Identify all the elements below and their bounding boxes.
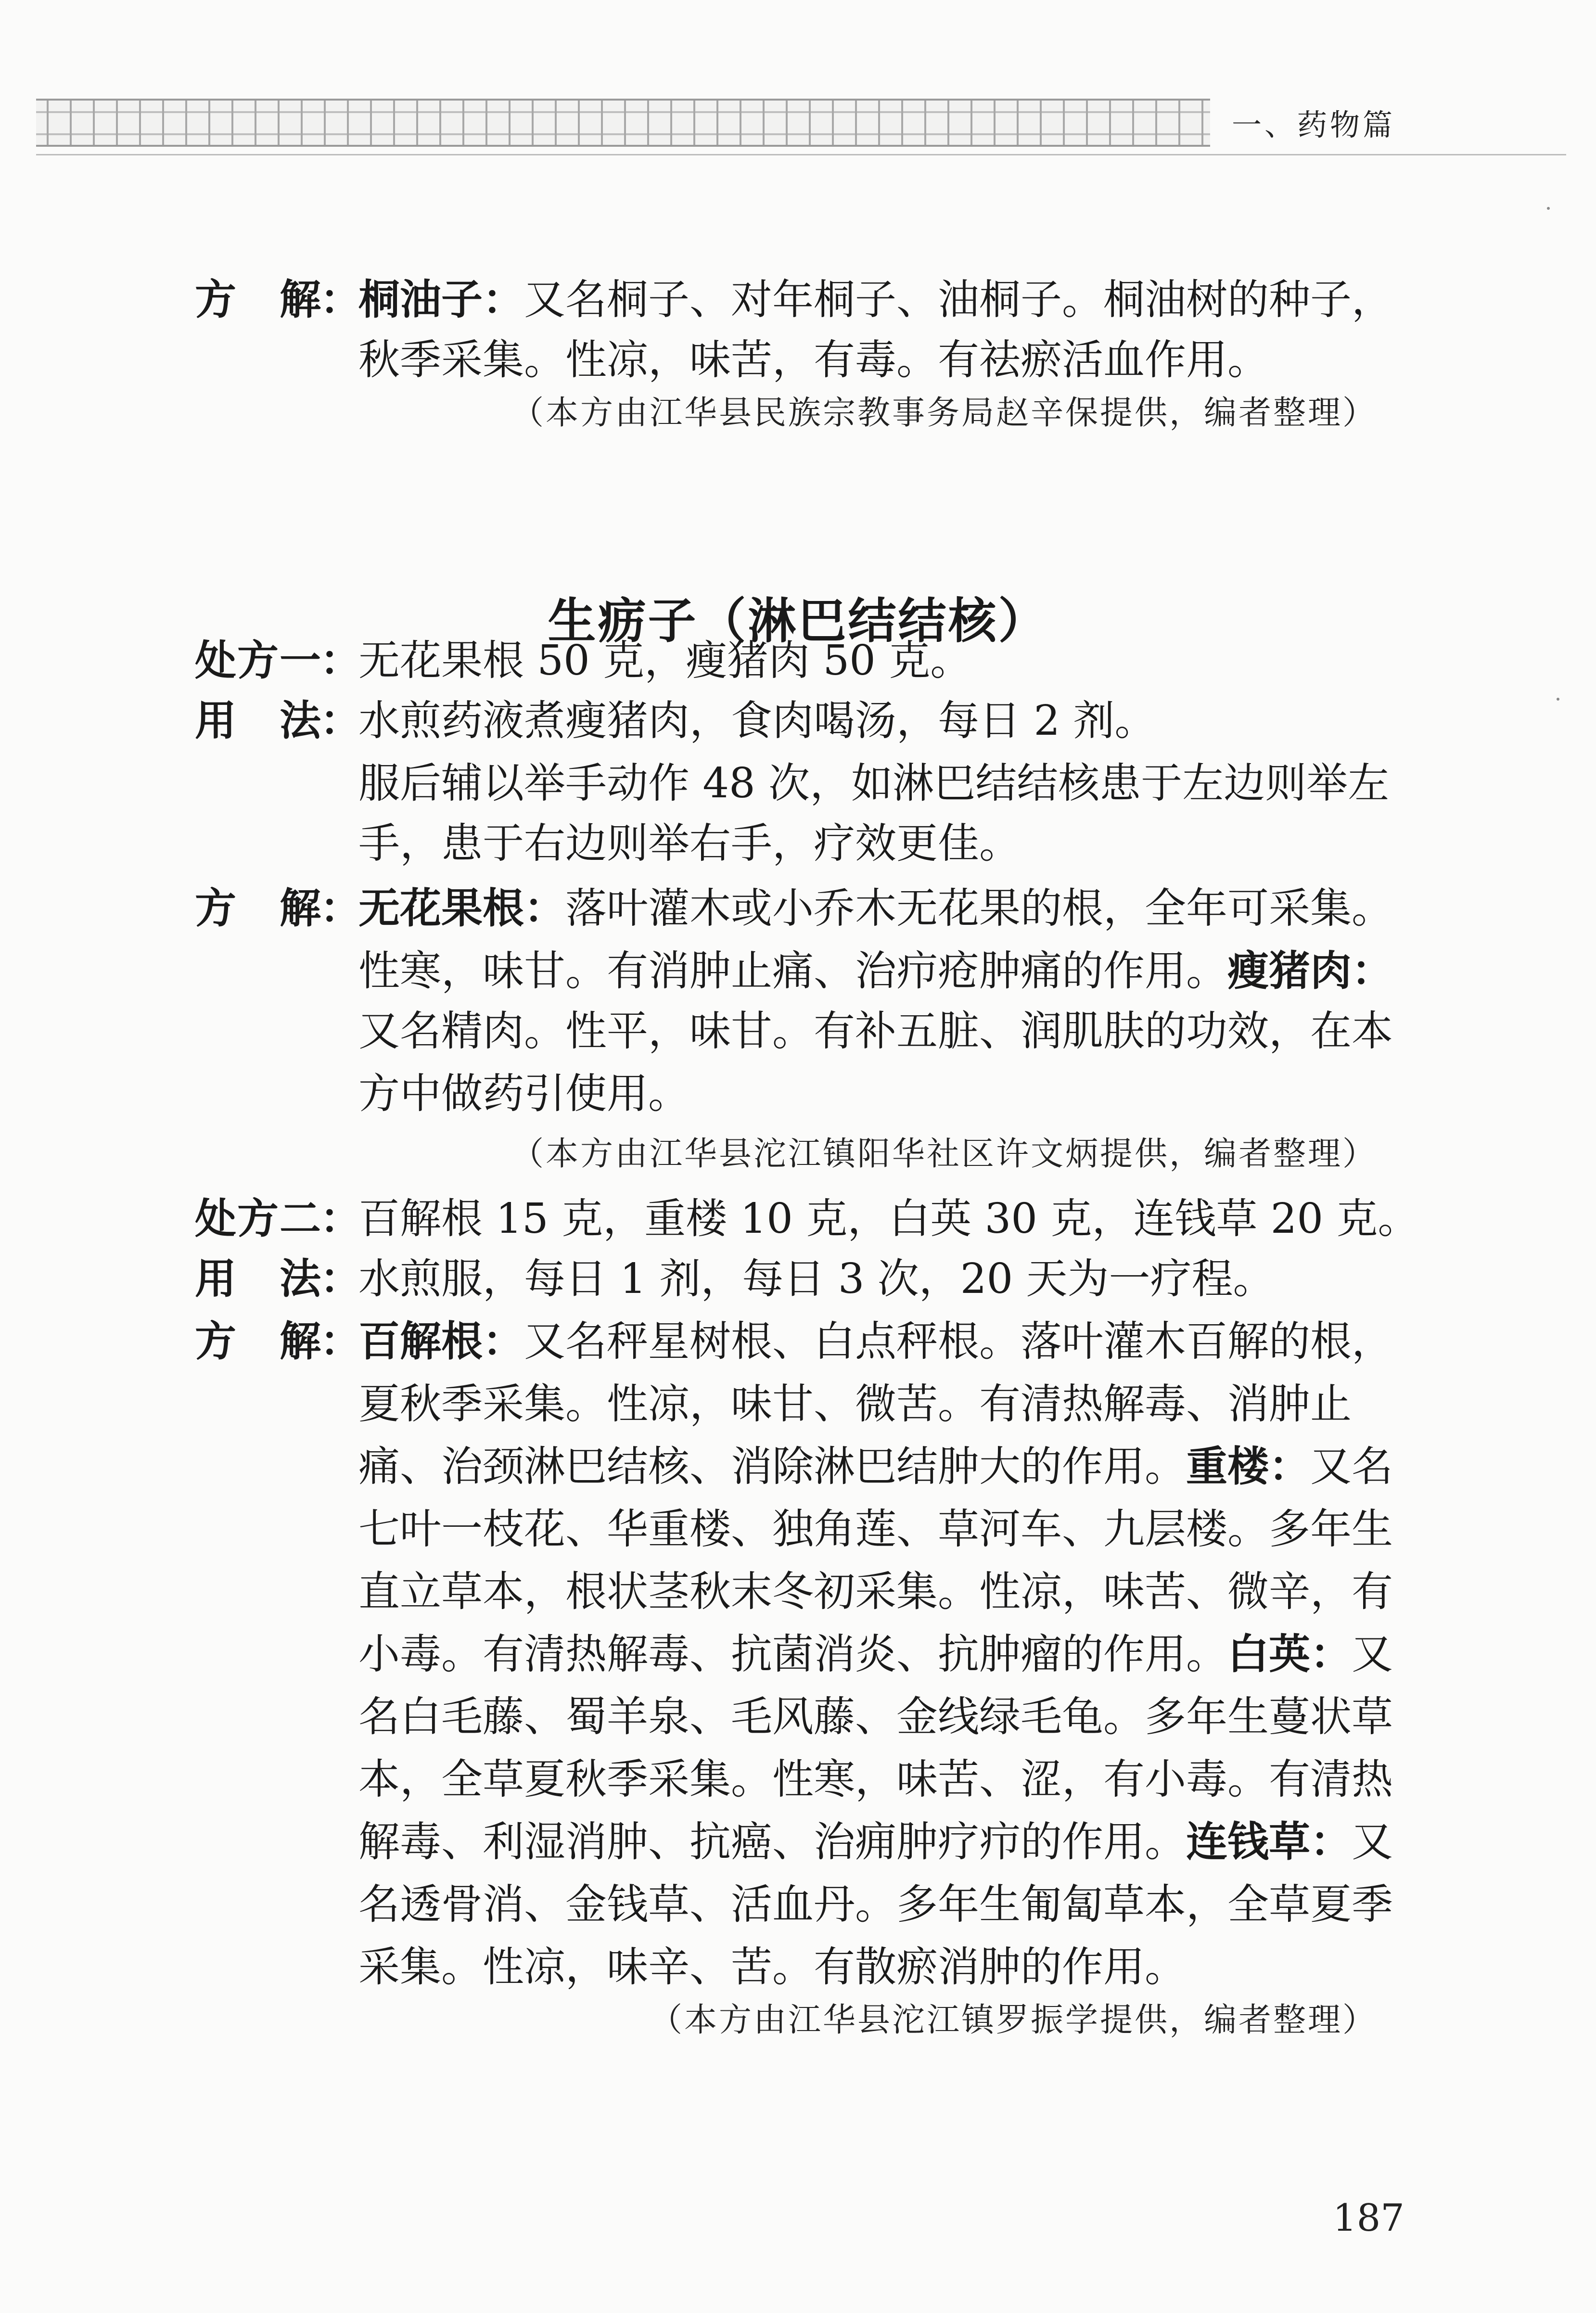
scan-speck (1557, 698, 1559, 701)
source-credit: （本方由江华县沱江镇阳华社区许文炳提供，编者整理） (511, 1135, 1377, 1173)
section-title: 生疬子（淋巴结结核） (548, 592, 1048, 649)
fangjie-text: 七叶一枝花、华重楼、独角莲、草河车、九层楼。多年生 (358, 1505, 1393, 1553)
rx2-label: 处方二 (195, 1194, 322, 1243)
chapter-title: 一、药物篇 (1232, 107, 1396, 142)
header-decorative-band (36, 99, 1210, 147)
fangjie-text: 直立草本，根状茎秋末冬初采集。性凉，味苦、微辛，有 (358, 1568, 1393, 1616)
herb-name: 瘦猪肉： (1227, 946, 1393, 995)
fangjie-text: 又 (1352, 1818, 1393, 1866)
fangjie-text: 解毒、利湿消肿、抗癌、治痈肿疗疖的作用。 (358, 1818, 1186, 1866)
fangjie-label: 方 解 (195, 884, 322, 933)
fangjie-text: 又名精肉。性平，味甘。有补五脏、润肌肤的功效，在本 (358, 1007, 1393, 1055)
fangjie-text: 又名秤星树根、白点秤根。落叶灌木百解的根， (524, 1317, 1393, 1366)
rx1-text: 无花果根 50 克，瘦猪肉 50 克。 (358, 637, 972, 685)
source-credit: （本方由江华县民族宗教事务局赵辛保提供，编者整理） (511, 394, 1377, 432)
source-credit: （本方由江华县沱江镇罗振学提供，编者整理） (649, 2001, 1377, 2039)
rx1-label: 处方一 (195, 636, 322, 685)
fangjie-text: 秋季采集。性凉，味苦，有毒。有祛瘀活血作用。 (358, 336, 1269, 384)
fangjie-text: 方中做药引使用。 (358, 1070, 689, 1118)
fangjie-text: 又名桐子、对年桐子、油桐子。桐油树的种子， (524, 276, 1393, 324)
fangjie-text: 落叶灌木或小乔木无花果的根，全年可采集。 (565, 884, 1393, 933)
fangjie-text: 性寒，味甘。有消肿止痛、治疖疮肿痛的作用。 (358, 947, 1227, 995)
herb-name: 重楼： (1186, 1442, 1310, 1491)
usage-text: 服后辅以举手动作 48 次，如淋巴结结核患于左边则举左 (358, 759, 1390, 807)
page-number: 187 (1333, 2197, 1404, 2240)
herb-name: 百解根： (358, 1317, 524, 1366)
usage-text: 手，患于右边则举右手，疗效更佳。 (358, 819, 1021, 868)
fangjie-text: 痛、治颈淋巴结核、消除淋巴结肿大的作用。 (358, 1443, 1186, 1491)
fangjie-text: 名透骨消、金钱草、活血丹。多年生匍匐草本，全草夏季 (358, 1880, 1393, 1929)
herb-name: 无花果根： (358, 884, 565, 933)
usage-label: 用 法 (195, 696, 322, 745)
herb-name: 桐油子： (358, 275, 524, 324)
fangjie-text: 又 (1352, 1630, 1393, 1678)
header-divider (36, 154, 1566, 155)
fangjie-text: 名白毛藤、蜀羊泉、毛风藤、金线绿毛龟。多年生蔓状草 (358, 1693, 1393, 1741)
fangjie-text: 采集。性凉，味辛、苦。有散瘀消肿的作用。 (358, 1943, 1186, 1991)
fangjie-label: 方 解 (195, 275, 322, 324)
usage-label: 用 法 (195, 1254, 322, 1303)
herb-name: 白英： (1227, 1630, 1352, 1678)
fangjie-text: 小毒。有清热解毒、抗菌消炎、抗肿瘤的作用。 (358, 1630, 1227, 1678)
scan-speck (1547, 207, 1550, 210)
fangjie-text: 本，全草夏秋季采集。性寒，味苦、涩，有小毒。有清热 (358, 1755, 1393, 1803)
fangjie-text: 夏秋季采集。性凉，味甘、微苦。有清热解毒、消肿止 (358, 1380, 1352, 1428)
usage-text: 水煎药液煮瘦猪肉，食肉喝汤，每日 2 剂。 (358, 697, 1156, 745)
usage-text: 水煎服，每日 1 剂，每日 3 次，20 天为一疗程。 (358, 1255, 1275, 1303)
herb-name: 连钱草： (1186, 1817, 1352, 1866)
rx2-text: 百解根 15 克，重楼 10 克，白英 30 克，连钱草 20 克。 (358, 1195, 1419, 1243)
fangjie-label: 方 解 (195, 1317, 322, 1366)
fangjie-text: 又名 (1310, 1443, 1393, 1491)
